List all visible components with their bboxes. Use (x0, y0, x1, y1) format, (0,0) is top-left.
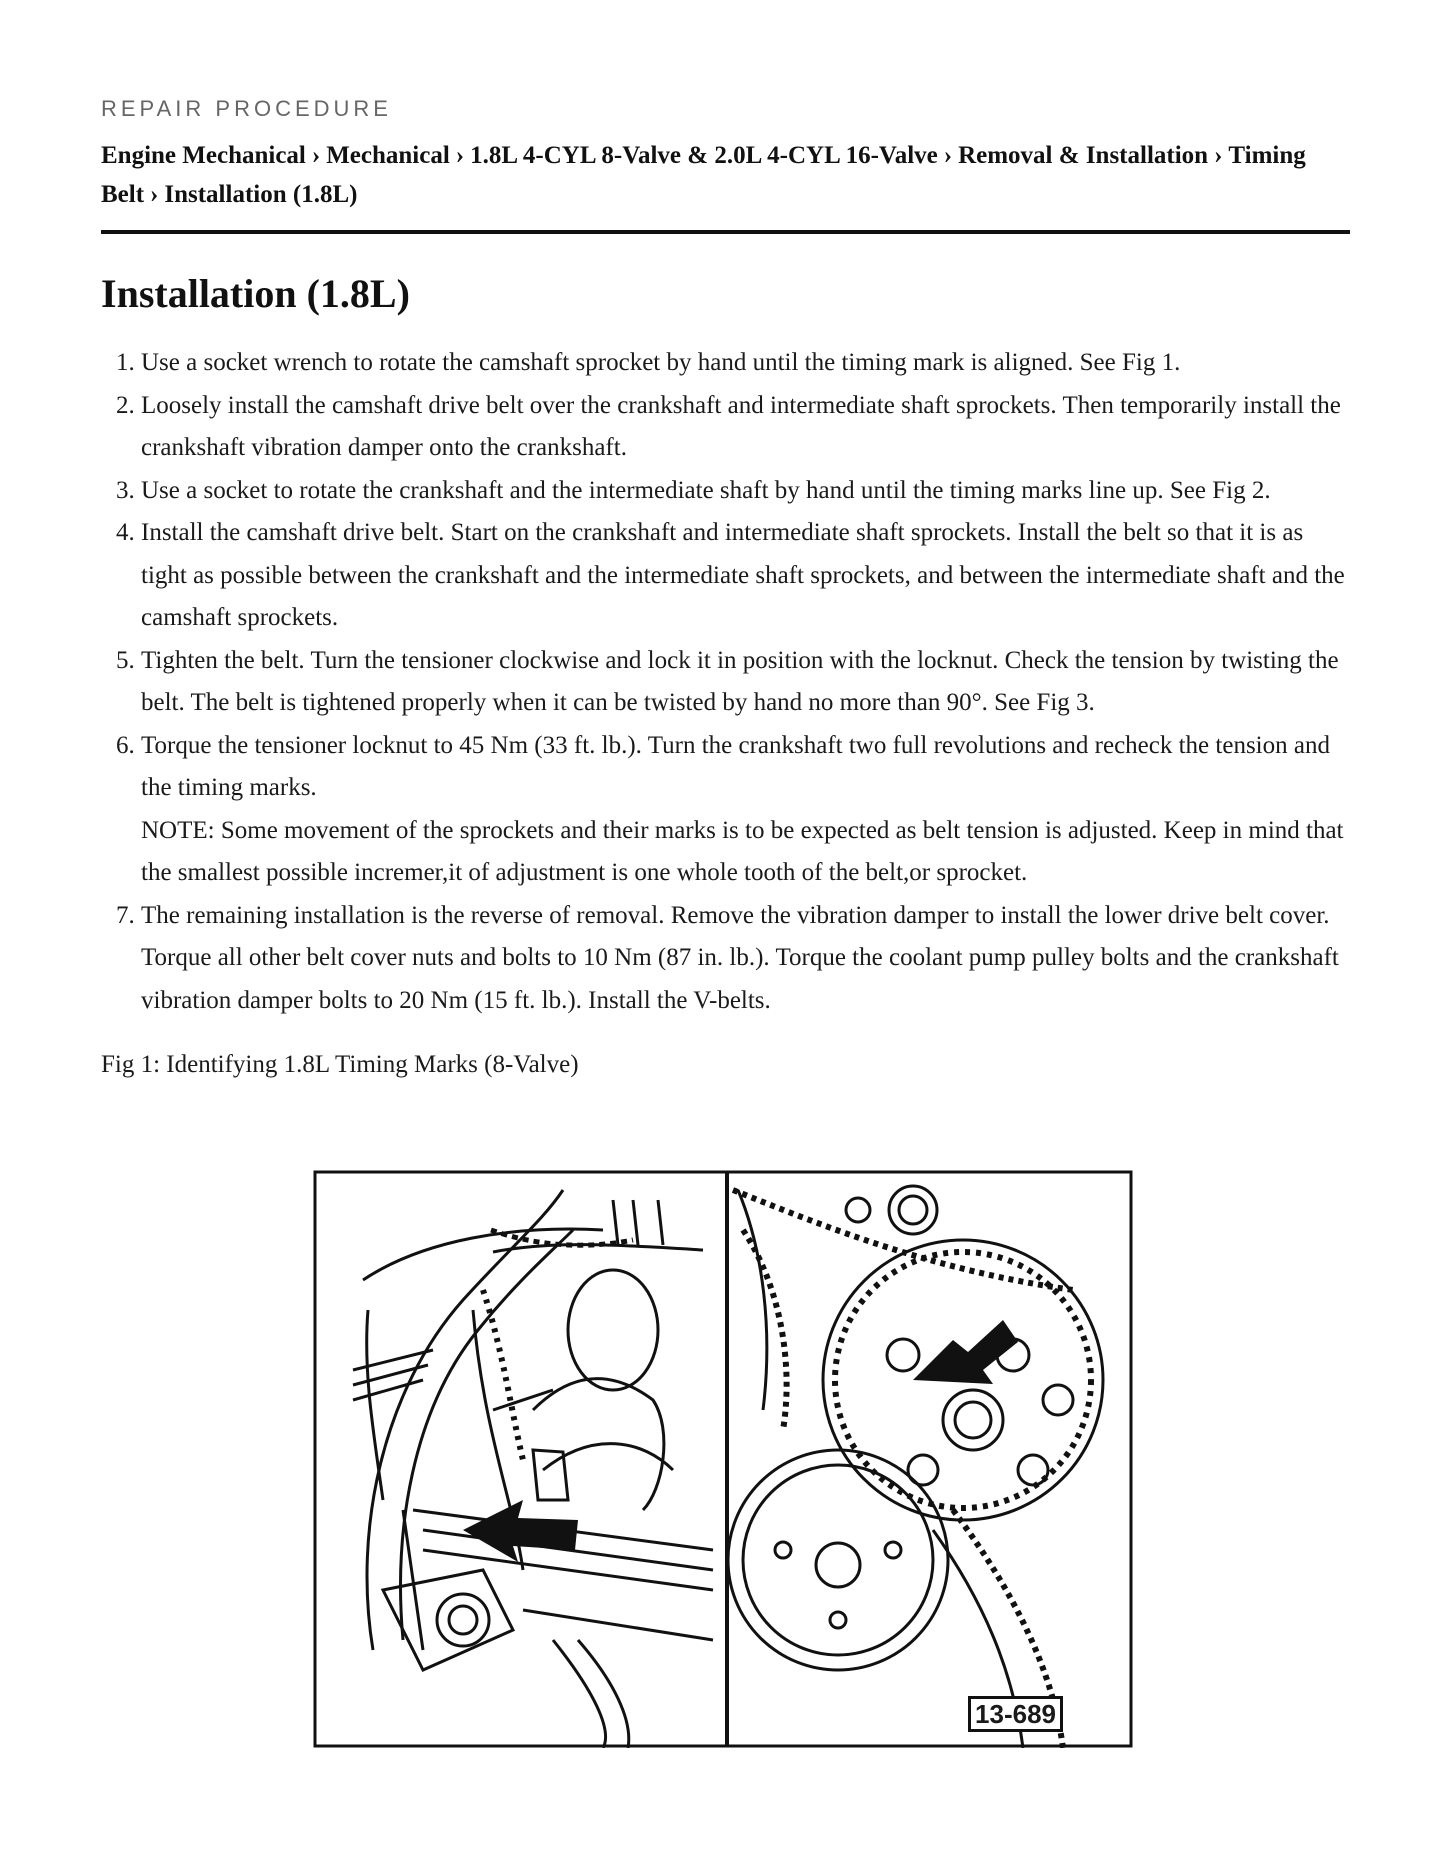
step-item: 1. Use a socket wrench to rotate the camshaft sprocket by hand until the timing mark is aligned. See Fig 1. (141, 342, 1350, 385)
step-item (141, 725, 1350, 895)
breadcrumb (101, 136, 1350, 234)
step-item: 3. Use a socket to rotate the crankshaft and the intermediate shaft by hand until the timing marks line up. See Fig 2. (141, 470, 1350, 513)
step-item: 2. Loosely install the camshaft drive belt over the crankshaft and intermediate shaft sprockets. Then temporarily install the crankshaft vibration damper onto the crankshaft. (141, 385, 1350, 470)
procedure-steps (101, 342, 1350, 1022)
breadcrumb-item-removal-installation[interactable]: Removal & Installation (958, 142, 1209, 169)
breadcrumb-item-mechanical[interactable]: Mechanical (326, 142, 450, 169)
breadcrumb-separator: › (943, 142, 953, 169)
step-text: Torque the tensioner locknut to 45 Nm (33 ft. lb.). Turn the crankshaft two full revolutions and recheck the tension and the timing marks. (141, 731, 1330, 801)
page-title: Installation (1.8L) (101, 271, 410, 316)
step-item: 4. Install the camshaft drive belt. Start on the crankshaft and intermediate shaft sprockets. Install the belt so that it is as tight as possible between the crankshaft and the intermediate shaft sprockets, and between the intermediate shaft and the camshaft sprockets. (141, 512, 1350, 640)
step-item: 5. Tighten the belt. Turn the tensioner clockwise and lock it in position with the locknut. Check the tension by twisting the belt. The belt is tightened properly when it can be twisted by hand no more than 90°. See Fig 3. (141, 640, 1350, 725)
timing-marks-illustration (313, 1170, 1133, 1748)
document-page (101, 96, 1350, 1082)
breadcrumb-separator: › (1214, 142, 1223, 169)
breadcrumb-separator: › (311, 142, 321, 169)
step-item: 7. The remaining installation is the reverse of removal. Remove the vibration damper to install the lower drive belt cover. Torque all other belt cover nuts and bolts to 10 Nm (87 in. lb.). Torque the coolant pump pulley bolts and the crankshaft vibration damper bolts to 20 Nm (15 ft. lb.). Install the V-belts. (141, 895, 1350, 1023)
figure-caption: Fig 1: Identifying 1.8L Timing Marks (8-Valve) (101, 1051, 579, 1078)
step-note: NOTE: Some movement of the sprockets and their marks is to be expected as belt tension is adjusted. Keep in mind that the smallest possible incremer,it of adjustment is one whole tooth of the belt,or sprocket. (141, 816, 1344, 886)
figure-label: 13-689 (968, 1696, 1063, 1732)
breadcrumb-separator: › (150, 181, 159, 208)
section-kicker: REPAIR PROCEDURE (101, 96, 392, 121)
breadcrumb-item-engine-mechanical[interactable]: Engine Mechanical (101, 142, 306, 169)
breadcrumb-item-current: Installation (1.8L) (164, 181, 358, 208)
breadcrumb-item-engine[interactable]: 1.8L 4-CYL 8-Valve & 2.0L 4-CYL 16-Valve (470, 142, 938, 169)
breadcrumb-separator: › (455, 142, 465, 169)
breadcrumb-item-timing-belt[interactable]: Timing Belt (101, 142, 1306, 208)
timing-marks-figure (313, 1170, 1133, 1748)
